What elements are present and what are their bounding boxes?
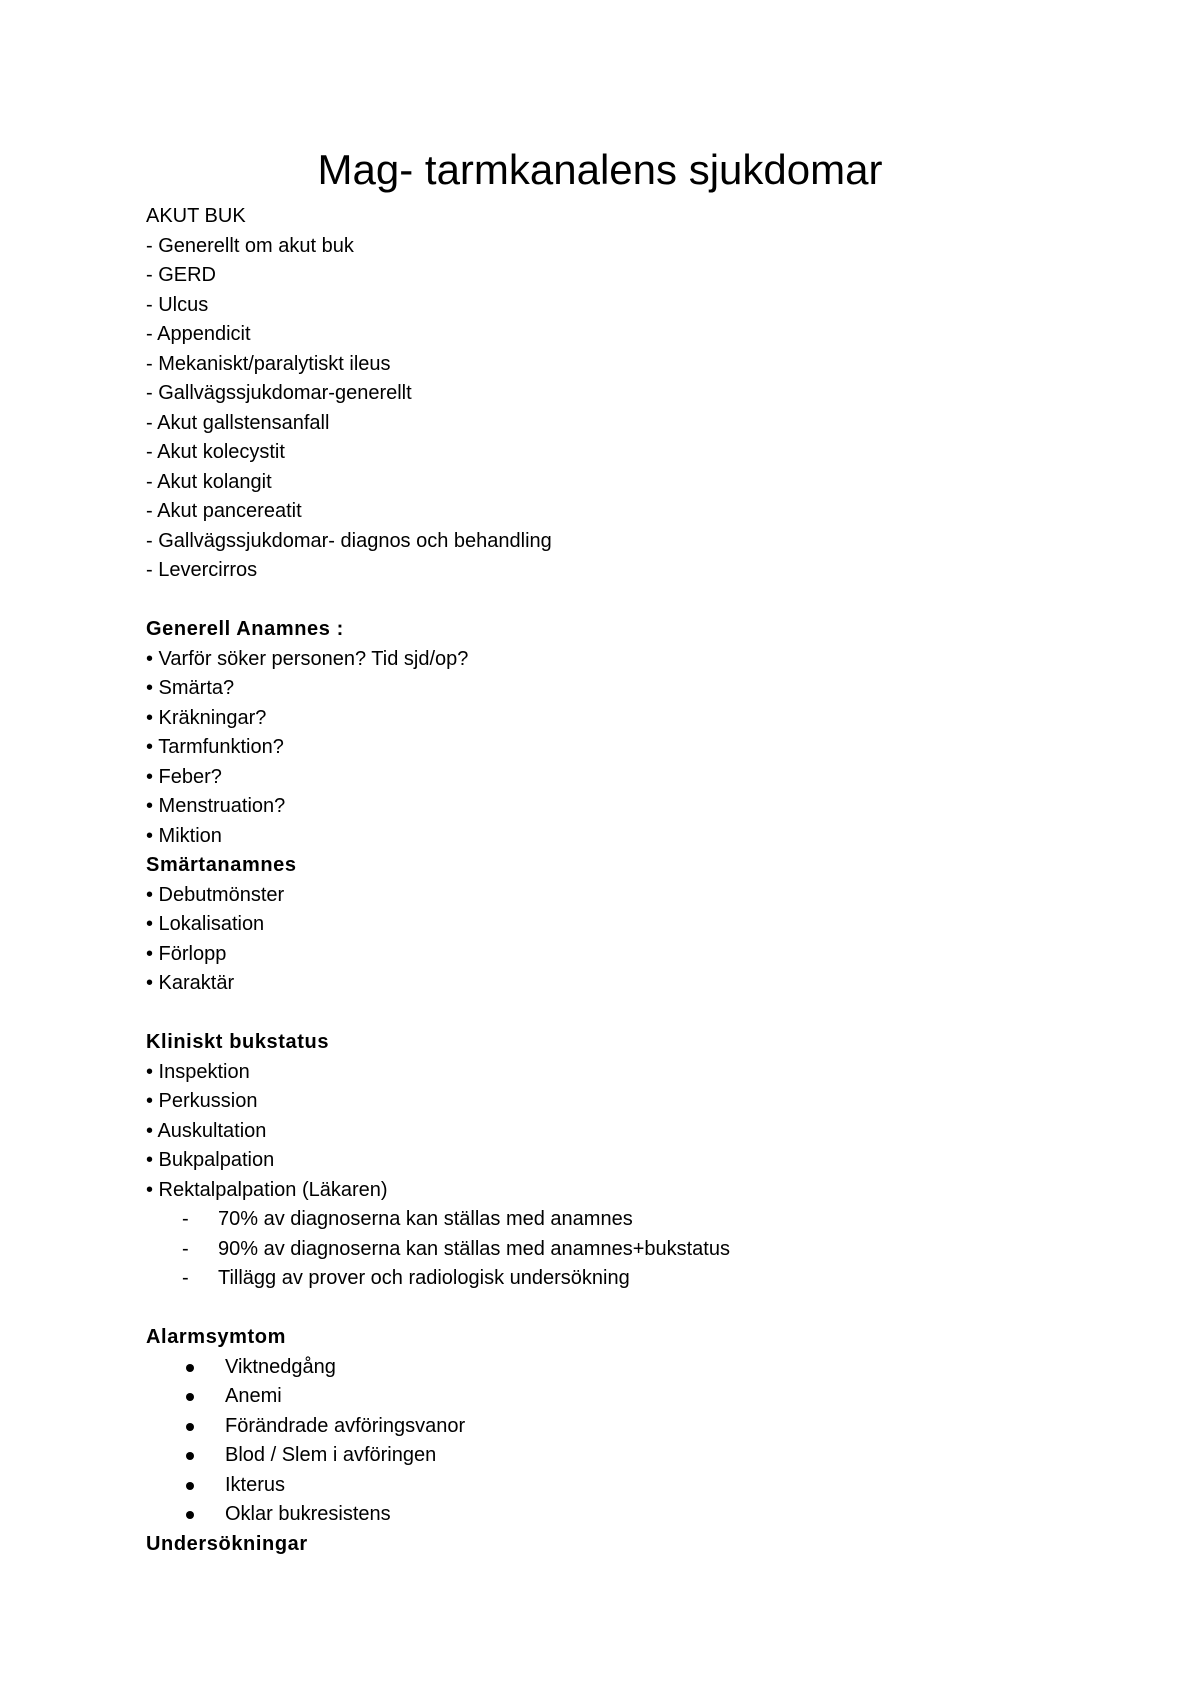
spacer <box>146 586 1106 616</box>
bullet-item-text: Anemi <box>225 1385 282 1407</box>
bullet-item <box>146 1382 1106 1412</box>
list-item: - Akut pancereatit <box>146 500 302 522</box>
list-item: • Rektalpalpation (Läkaren) <box>146 1178 388 1201</box>
list-item: - Gallvägssjukdomar- diagnos och behandling <box>146 529 552 552</box>
bullet-item-text: Ikterus <box>225 1473 286 1496</box>
document-body <box>146 202 1106 1559</box>
list-item: • Menstruation? <box>146 795 286 817</box>
sub-list-item-text: 90% av diagnoserna kan ställas med anamnes+bukstatus <box>218 1237 730 1260</box>
list-item: • Varför söker personen? Tid sjd/op? <box>146 647 469 670</box>
sub-list-item <box>146 1205 1106 1235</box>
sub-list-item-text: Tillägg av prover och radiologisk undersökning <box>218 1267 630 1289</box>
list-item: - Akut kolangit <box>146 470 272 493</box>
bullet-item <box>146 1441 1106 1471</box>
bullet-item-text: Oklar bukresistens <box>225 1503 391 1525</box>
bullet-dot-icon <box>186 1393 194 1401</box>
list-item: - Gallvägssjukdomar-generellt <box>146 382 412 404</box>
list-item: • Auskultation <box>146 1119 267 1142</box>
sub-list-item-text: 70% av diagnoserna kan ställas med anamnes <box>218 1208 633 1230</box>
list-item: - Akut kolecystit <box>146 441 285 463</box>
spacer <box>146 999 1106 1029</box>
sub-list-item <box>146 1235 1106 1265</box>
bullet-dot-icon <box>186 1423 194 1431</box>
bullet-item <box>146 1500 1106 1530</box>
list-item: • Perkussion <box>146 1090 258 1112</box>
bullet-item <box>146 1353 1106 1383</box>
list-item: • Kräkningar? <box>146 706 267 729</box>
list-item: - Appendicit <box>146 323 251 345</box>
generell-anamnes-heading: Generell Anamnes : <box>146 618 344 640</box>
dash-marker: - <box>182 1208 189 1230</box>
sub-list-item <box>146 1264 1106 1294</box>
bullet-dot-icon <box>186 1364 194 1372</box>
list-item: - GERD <box>146 264 216 286</box>
bullet-item-text: Blod / Slem i avföringen <box>225 1444 437 1466</box>
smartanamnes-heading: Smärtanamnes <box>146 854 297 876</box>
document-title: Mag- tarmkanalens sjukdomar <box>317 146 883 193</box>
list-item: • Inspektion <box>146 1060 250 1083</box>
list-item: • Förlopp <box>146 942 227 965</box>
list-item: • Miktion <box>146 824 222 847</box>
list-item: - Levercirros <box>146 559 258 581</box>
list-item: • Feber? <box>146 765 222 788</box>
list-item: • Bukpalpation <box>146 1149 275 1171</box>
undersokningar-heading: Undersökningar <box>146 1532 308 1555</box>
list-item: • Karaktär <box>146 972 235 994</box>
spacer <box>146 1294 1106 1324</box>
list-item: • Debutmönster <box>146 883 285 906</box>
dash-marker: - <box>182 1237 189 1260</box>
list-item: • Tarmfunktion? <box>146 736 284 758</box>
list-item: - Generellt om akut buk <box>146 234 354 257</box>
bullet-dot-icon <box>186 1452 194 1460</box>
bullet-item <box>146 1471 1106 1501</box>
akut-buk-heading: AKUT BUK <box>146 205 246 227</box>
list-item: • Smärta? <box>146 677 235 699</box>
list-item: - Mekaniskt/paralytiskt ileus <box>146 352 391 375</box>
bullet-item-text: Förändrade avföringsvanor <box>225 1414 466 1437</box>
list-item: - Ulcus <box>146 293 209 316</box>
list-item: - Akut gallstensanfall <box>146 411 330 434</box>
list-item: • Lokalisation <box>146 913 265 935</box>
alarmsymtom-heading: Alarmsymtom <box>146 1326 286 1348</box>
kliniskt-bukstatus-heading: Kliniskt bukstatus <box>146 1031 330 1053</box>
bullet-dot-icon <box>186 1482 194 1490</box>
bullet-item-text: Viktnedgång <box>225 1355 336 1378</box>
bullet-item <box>146 1412 1106 1442</box>
bullet-dot-icon <box>186 1511 194 1519</box>
dash-marker: - <box>182 1267 189 1289</box>
